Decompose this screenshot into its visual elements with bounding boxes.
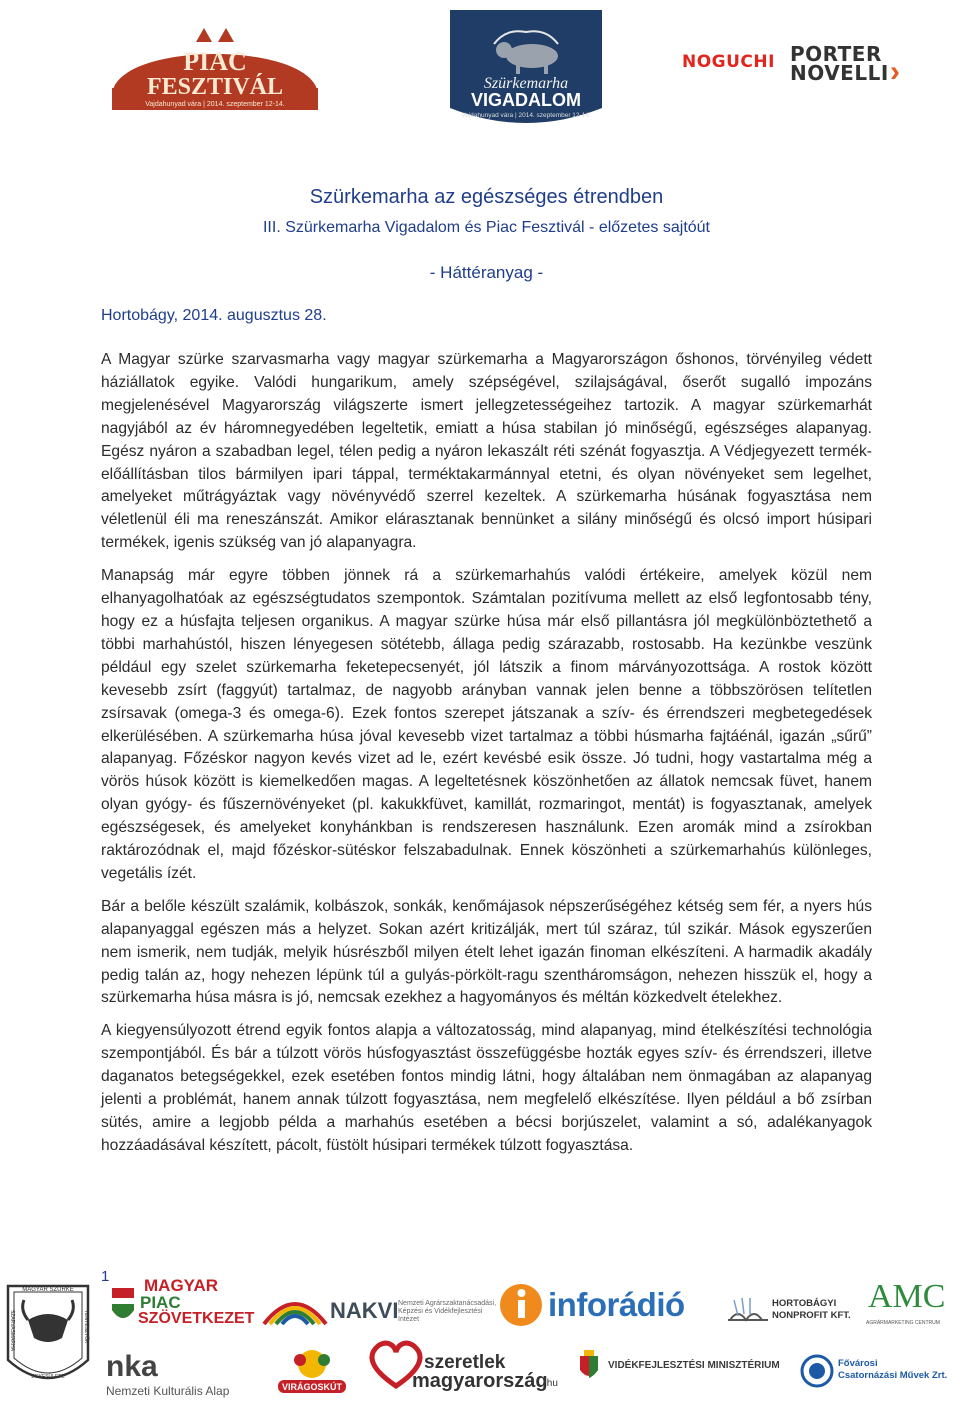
stamp-top-text: MAGYAR SZÜRKE [22, 1287, 74, 1293]
paragraph-2: Manapság már egyre többen jönnek rá a szürkemarhahús valódi értékeire, amelyek közül nem elhanyagolhatóak az egészségtudatos szempontok. Számtalan pozitívuma mellett az első legfontosabb tény, hogy ez a húsfajta teljesen organikus. A magyar szürke húsa már első pillantásra jól megkülönböztethető a többi marhahústól, hiszen lényegesen sötétebb, állaga pedig szárazabb, rostosabb. Ha kezünkbe veszünk például egy szelet szürkemarha feketepecsenyét, jól látszik a finom márványozottsága. A rostok között kevesebb zsírt (faggyút) tartalmaz, de nagyobb arányban vannak jelen benne a többszörösen telítetlen zsírsavak (omega-3 és omega-6). Ezek fontos szerepet játszanak a szív- és érrendszeri megbetegedések elkerülésében. A szürkemarha húsa jóval kevesebb vizet tartalmaz a többi húsmarha fajtáénál, igazán „sűrű” alapanyag. Főzéskor nagyon kevés vizet ad le, ezért kevésbé esik össze. Jó tudni, hogy vastartalma még a vörös húsok között is kiemelkedően magas. A legeltetésnek köszönhetően az állatok nemcsak füvet, hanem olyan gyógy- és fűszernövényeket (pl. kakukkfüvet, kamillát, rozmaringot, mentát) is fogyasztanak, amelyek egészségesek, és amelyeket konyhánkban is rendszeresen használunk. Ezen aromák mind a zsírokban raktározódnak el, majd főzéskor-sütéskor felszabadulnak. Ennek köszönheti a szürkemarhahús különleges, vegetális ízét. [101, 567, 872, 882]
szurkemarha-word: Szürkemarha [483, 75, 569, 92]
piac-date: Vajdahunyad vára | 2014. szeptember 12-14. [145, 101, 285, 108]
page-subtitle: III. Szürkemarha Vigadalom és Piac Fesztivál - előzetes sajtóút [262, 219, 710, 236]
vigadalom-date: Vajdahunyad vára | 2014. szeptember 12-14. [461, 112, 591, 119]
nka-mark: nka [106, 1350, 158, 1383]
nka-description: Nemzeti Kulturális Alap [106, 1384, 230, 1398]
rainbow-arc-icon [262, 1290, 328, 1326]
piac-word-footer: PIAC [140, 1293, 181, 1312]
amc-description: AGRÁRMARKETING CENTRUM [866, 1320, 940, 1326]
flag-icon [110, 1286, 136, 1326]
magyar-szurke-egyesulet-stamp [2, 1280, 94, 1396]
porter-novelli-logo [790, 42, 920, 95]
stamp-right-text: TENYÉSZTŐK [83, 1310, 89, 1344]
nka-logo [106, 1350, 262, 1398]
stamp-left-text: SZARVASMARHA [9, 1310, 15, 1351]
magyar-word: MAGYAR [144, 1276, 218, 1295]
szeretlek-magyarorszag-logo [366, 1338, 566, 1396]
water-drop-icon [800, 1354, 834, 1388]
inforadio-word: inforádió [548, 1286, 685, 1323]
article-body [101, 349, 872, 1168]
piac-word: PIAC [183, 47, 247, 76]
hortobagyi-line-2: NONPROFIT KFT. [772, 1310, 851, 1321]
paragraph-3: Bár a belőle készült szalámik, kolbászok, sonkák, kenőmájasok népszerűségéhez kétség sem fér, a nyers hús alapanyaggal egészen más a helyzet. Sokan azért kritizálják, mert túl száraz, túl szikár. Mások egyszerűen nem ismerik, nem tudják, melyik húsrészből milyen ételt lehet igazán finoman elkészíteni. A harmadik akadály pedig talán az, hogy nehezen lépünk túl a gulyás-pörkölt-ragu szentháromságon, nehezen hisszük el, hogy a szürkemarha húsa másra is jó, nemcsak ezekhez a hagyományos és méltán közkedvelt ételekhez. [101, 897, 872, 1007]
magyarorszag-word: magyarország [412, 1370, 548, 1392]
fovarosi-line-2: Csatornázási Művek Zrt. [838, 1370, 948, 1381]
magyar-piac-szovetkezet-logo [110, 1278, 256, 1330]
szeretlek-word: szeretlek [424, 1352, 506, 1373]
novelli-word: NOVELLI [790, 61, 889, 85]
fovarosi-line-1: Fővárosi [838, 1358, 878, 1369]
page-number: 1 [101, 1268, 110, 1285]
nakvi-word: NAKVI [330, 1298, 399, 1323]
amc-mark: AMC [868, 1278, 946, 1315]
nakvi-description: Nemzeti Agrárszaktanácsadási, Képzési és Vidékfejlesztési Intézet [398, 1300, 497, 1323]
amc-logo [866, 1280, 946, 1332]
paragraph-4: A kiegyensúlyozott étrend egyik fontos alapja a változatosság, mind alapanyag, mind ételkészítési technológia szempontjából. És bár a túlzott vörös húsfogyasztást összefüggésbe hozták egyes szív- és érrendszeri, illetve daganatos betegségekkel, ezek esetében fontos mindig látni, hogy általában nem önmagában az alapanyag jelenti a problémát, hanem annak túlzott fogyasztása, nem megfelelő elkészítése. Ilyen például a bő zsírban sütés, amire a legjobb példa a marhahús esetében a bécsi borjúszelet, valamint a só, adalékanyagok hozzáadásával készített, pácolt, füstölt húsipari termékek túlzott fogyasztása. [101, 1022, 872, 1154]
coat-of-arms-icon [578, 1348, 600, 1382]
stamp-bottom-text: EGYESÜLETE [31, 1374, 65, 1380]
hu-suffix: .hu [544, 1378, 558, 1389]
videk-word: VIDÉKFEJLESZTÉSI MINISZTÉRIUM [608, 1360, 780, 1371]
fesztival-word: FESZTIVÁL [146, 74, 284, 100]
inforadio-logo [498, 1282, 720, 1330]
viragoskut-logo [272, 1346, 352, 1396]
dateline: Hortobágy, 2014. augusztus 28. [101, 307, 327, 324]
piac-fesztival-logo [108, 26, 322, 114]
info-circle-icon [498, 1282, 544, 1328]
page-title: Szürkemarha az egészséges étrendben [309, 186, 664, 208]
paragraph-1: A Magyar szürke szarvasmarha vagy magyar szürkemarha a Magyarországon őshonos, törvényileg védett háziállatok egyike. Valódi hungarikum, amely szépségével, szilajságával, őserőt sugalló impozáns megjelenésével Magyarország világszerte ismert jellegzetességeihez tartozik. A magyar szürkemarhát nagyjából az év háromnegyedében legeltetik, emiatt a húsa stabilan jó minőségű, egészséges alapanyag. Egész nyáron a szabadban legel, télen pedig a nyáron lekaszált réti szénát fogyasztja. A Védjegyezett termék-előállításban tilos bármilyen ipari táppal, terméktakarmánnyal etetni, és olyan növényeket sem legelhet, amelyeket műtrágyáztak vagy növényvédő szerrel kezeltek. A szürkemarha húsának fogyasztása nem véletlenül éli ma reneszánszát. Amikor elárasztanak bennünket a silány minőségű és olcsó import húsipari termékek, igenis szükség van jó alapanyagra. [101, 351, 872, 552]
document-kind: - Háttéranyag - [429, 263, 544, 282]
noguchi-logo: NOGUCHI [682, 52, 775, 72]
vigadalom-word: VIGADALOM [471, 90, 581, 110]
nakvi-logo [262, 1288, 502, 1328]
bridge-icon [728, 1294, 768, 1326]
szovetkezet-word: SZÖVETKEZET [138, 1310, 255, 1327]
videkfejlesztesi-miniszterium-logo [578, 1346, 793, 1386]
hortobagyi-nonprofit-logo [728, 1292, 858, 1328]
porter-word: PORTER [790, 42, 882, 66]
viragoskut-word: VIRÁGOSKÚT [281, 1382, 343, 1392]
chevron-right-icon: › [890, 55, 900, 88]
hortobagyi-line-1: HORTOBÁGYI [772, 1298, 837, 1309]
fovarosi-csatornazasi-logo [800, 1352, 950, 1392]
szurkemarha-vigadalom-logo [446, 4, 606, 136]
